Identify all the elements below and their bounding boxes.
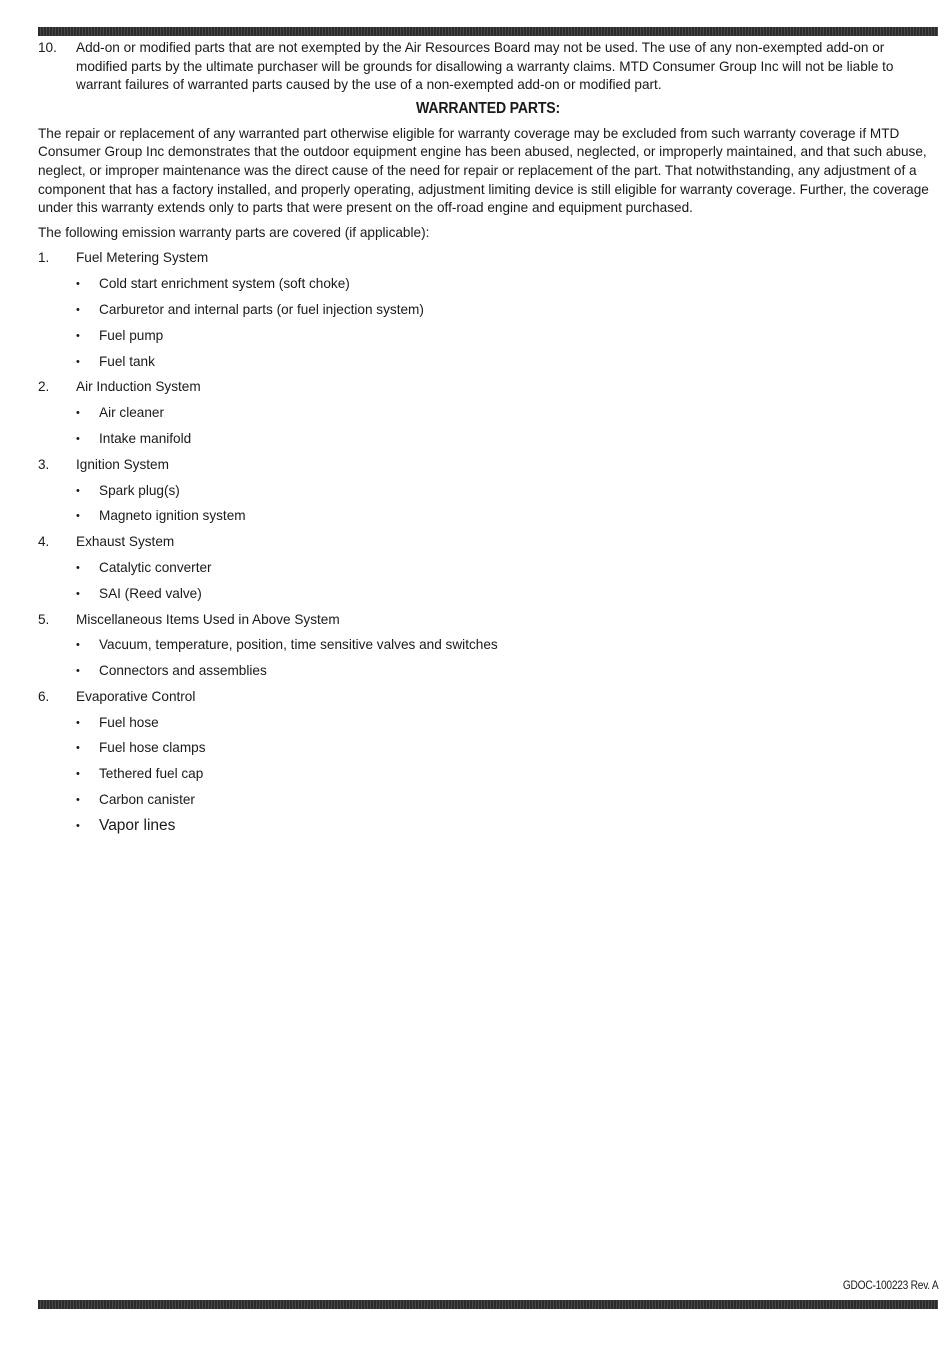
list-item-text: Vapor lines: [99, 816, 176, 834]
list-item: [38, 559, 938, 585]
bullet-icon: •: [76, 587, 80, 600]
intro-item: [38, 39, 938, 95]
warranty-paragraph: The repair or replacement of any warranted part otherwise eligible for warranty coverage may be excluded from such warranty coverage if MTD Consumer Group Inc demonstrates that the outdoor equipment engine has been abused, neglected, or improperly maintained, and that such abuse, neglect, or improper maintenance was the direct cause of the need for repair or replacement of the part. That notwithstanding, any adjustment of a component that has a factory installed, and properly operating, adjustment limiting device is still eligible for warranty coverage. Further, the coverage under this warranty extends only to parts that were present on the off-road engine and equipment purchased.: [38, 125, 929, 216]
parts-group: [38, 611, 938, 688]
list-item-text: Catalytic converter: [99, 559, 212, 575]
group-title: Ignition System: [76, 456, 169, 472]
list-item-text: Spark plug(s): [99, 482, 180, 498]
group-title-row: [38, 456, 938, 482]
group-number: 5.: [38, 611, 50, 627]
document-code: GDOC-100223 Rev. A: [842, 1278, 938, 1292]
intro-item-text: Add-on or modified parts that are not exempted by the Air Resources Board may not be used. The use of any non-exempted add-on or modified parts by the ultimate purchaser will be grounds for disallowing a warranty claims. MTD Consumer Group Inc will not be liable to warrant failures of warranted parts caused by the use of a non-exempted add-on or modified part.: [76, 40, 894, 93]
group-title-row: [38, 688, 938, 714]
list-item: [38, 275, 938, 301]
bullet-icon: •: [76, 484, 80, 497]
list-item-text: Carburetor and internal parts (or fuel injection system): [99, 301, 424, 317]
group-number: 4.: [38, 534, 50, 550]
list-item: [38, 714, 938, 740]
section-heading: WARRANTED PARTS:: [416, 99, 560, 117]
group-title: Air Induction System: [76, 379, 201, 395]
intro-item-number: 10.: [38, 40, 57, 55]
bottom-rule: [38, 1300, 938, 1309]
list-item-text: Tethered fuel cap: [99, 766, 204, 782]
group-title: Miscellaneous Items Used in Above System: [76, 611, 340, 627]
list-item-text: Fuel tank: [99, 353, 155, 369]
list-item: [38, 739, 938, 765]
list-item-text: SAI (Reed valve): [99, 585, 202, 601]
bullet-icon: •: [76, 768, 80, 781]
bullet-icon: •: [76, 794, 80, 807]
warranted-parts-list: [38, 249, 938, 842]
list-item: [38, 353, 938, 379]
list-item-text: Air cleaner: [99, 405, 164, 421]
document-body: [38, 39, 938, 843]
list-item-text: Cold start enrichment system (soft choke): [99, 276, 350, 292]
list-item-text: Fuel hose: [99, 714, 159, 730]
list-item-text: Vacuum, temperature, position, time sensitive valves and switches: [99, 637, 498, 653]
list-item: [38, 765, 938, 791]
list-intro: The following emission warranty parts are covered (if applicable):: [38, 224, 430, 240]
group-number: 2.: [38, 379, 50, 395]
list-item-text: Fuel hose clamps: [99, 740, 206, 756]
bullet-icon: •: [76, 665, 80, 678]
list-item: [38, 482, 938, 508]
bullet-icon: •: [76, 742, 80, 755]
list-item: [38, 430, 938, 456]
bullet-icon: •: [76, 819, 80, 832]
bullet-icon: •: [76, 329, 80, 342]
group-title: Exhaust System: [76, 534, 175, 550]
list-item-text: Magneto ignition system: [99, 508, 246, 524]
list-item: [38, 662, 938, 688]
list-item: [38, 585, 938, 611]
bullet-icon: •: [76, 432, 80, 445]
list-item-text: Carbon canister: [99, 792, 195, 808]
parts-group: [38, 378, 938, 455]
parts-group: [38, 456, 938, 533]
group-title-row: [38, 378, 938, 404]
list-item: [38, 327, 938, 353]
group-number: 3.: [38, 456, 50, 472]
group-title-row: [38, 249, 938, 275]
group-title-row: [38, 533, 938, 559]
list-item: [38, 817, 938, 843]
parts-group: [38, 249, 938, 378]
list-item: [38, 404, 938, 430]
bullet-icon: •: [76, 278, 80, 291]
group-number: 1.: [38, 250, 50, 266]
list-item-text: Fuel pump: [99, 327, 164, 343]
list-item: [38, 301, 938, 327]
bullet-icon: •: [76, 716, 80, 729]
group-number: 6.: [38, 688, 50, 704]
group-title: Fuel Metering System: [76, 250, 209, 266]
bullet-icon: •: [76, 355, 80, 368]
bullet-icon: •: [76, 639, 80, 652]
parts-group: [38, 688, 938, 843]
list-item-text: Connectors and assemblies: [99, 663, 267, 679]
bullet-icon: •: [76, 407, 80, 420]
list-item-text: Intake manifold: [99, 430, 192, 446]
bullet-icon: •: [76, 303, 80, 316]
group-title-row: [38, 611, 938, 637]
top-rule: [38, 27, 938, 36]
group-title: Evaporative Control: [76, 688, 196, 704]
list-item: [38, 636, 938, 662]
parts-group: [38, 533, 938, 610]
bullet-icon: •: [76, 561, 80, 574]
list-item: [38, 507, 938, 533]
list-item: [38, 791, 938, 817]
bullet-icon: •: [76, 510, 80, 523]
